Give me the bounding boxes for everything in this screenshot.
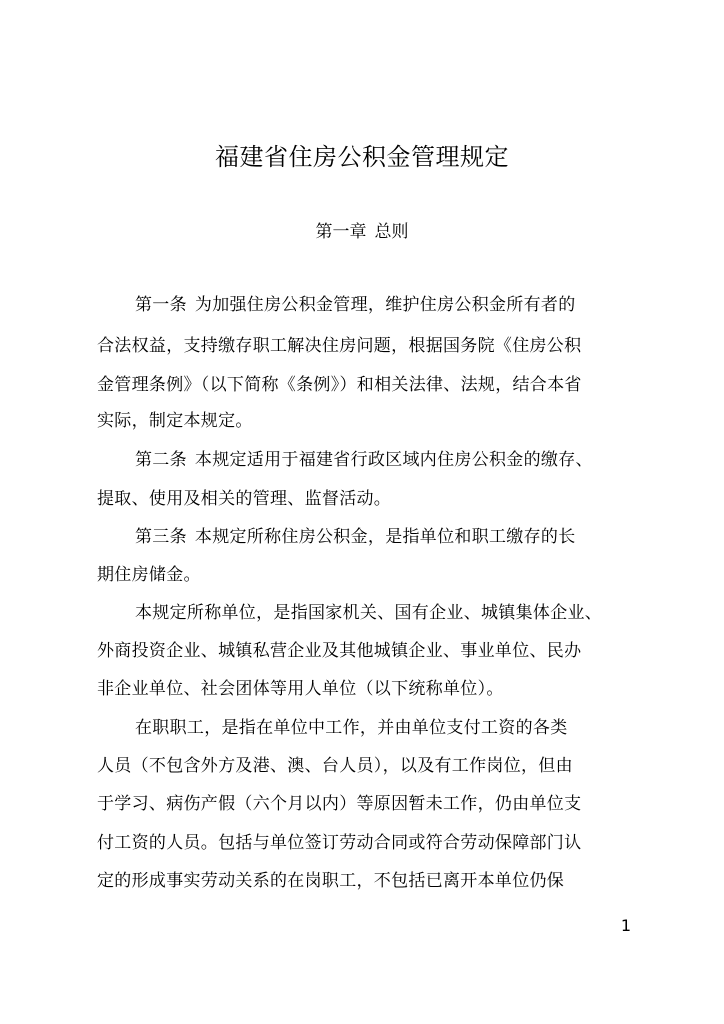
text-line: 非企业单位、社会团体等用人单位（以下统称单位）。	[97, 679, 504, 699]
text-line: 人员（不包含外方及港、澳、台人员），以及有工作岗位，但由	[97, 756, 573, 776]
chapter-name: 总则	[374, 222, 409, 242]
line-text: 本规定适用于福建省行政区域内住房公积金的缴存、	[194, 450, 593, 470]
text-line: 合法权益，支持缴存职工解决住房问题，根据国务院《住房公积	[97, 336, 582, 356]
page-number: 1	[620, 916, 632, 935]
article-label: 第二条	[135, 450, 187, 470]
document-title: 福建省住房公积金管理规定	[215, 143, 509, 171]
article-2-line-1	[135, 447, 593, 473]
text-line: 于学习、病伤产假（六个月以内）等原因暂未工作，仍由单位支	[97, 794, 582, 814]
text-line: 金管理条例》（以下简称《条例》）和相关法律、法规，结合本省	[97, 375, 582, 395]
chapter-heading	[0, 219, 724, 245]
article-label: 第一条	[135, 295, 187, 315]
line-text: 本规定所称住房公积金，是指单位和职工缴存的长	[194, 527, 576, 547]
text-line: 期住房储金。	[97, 565, 201, 585]
chapter-label: 第一章	[315, 222, 367, 242]
text-line: 付工资的人员。包括与单位签订劳动合同或符合劳动保障部门认	[97, 833, 582, 853]
article-1-line-1	[135, 292, 576, 318]
text-line: 外商投资企业、城镇私营企业及其他城镇企业、事业单位、民办	[97, 641, 582, 661]
paragraph-first-line: 在职职工，是指在单位中工作，并由单位支付工资的各类	[135, 718, 568, 738]
text-line: 定的形成事实劳动关系的在岗职工，不包括已离开本单位仍保	[97, 871, 565, 891]
article-3-line-1	[135, 524, 576, 550]
text-line: 提取、使用及相关的管理、监督活动。	[97, 489, 392, 509]
line-text: 为加强住房公积金管理，维护住房公积金所有者的	[194, 295, 576, 315]
paragraph-first-line: 本规定所称单位，是指国家机关、国有企业、城镇集体企业、	[135, 603, 603, 623]
text-line: 实际，制定本规定。	[97, 411, 253, 431]
article-label: 第三条	[135, 527, 187, 547]
